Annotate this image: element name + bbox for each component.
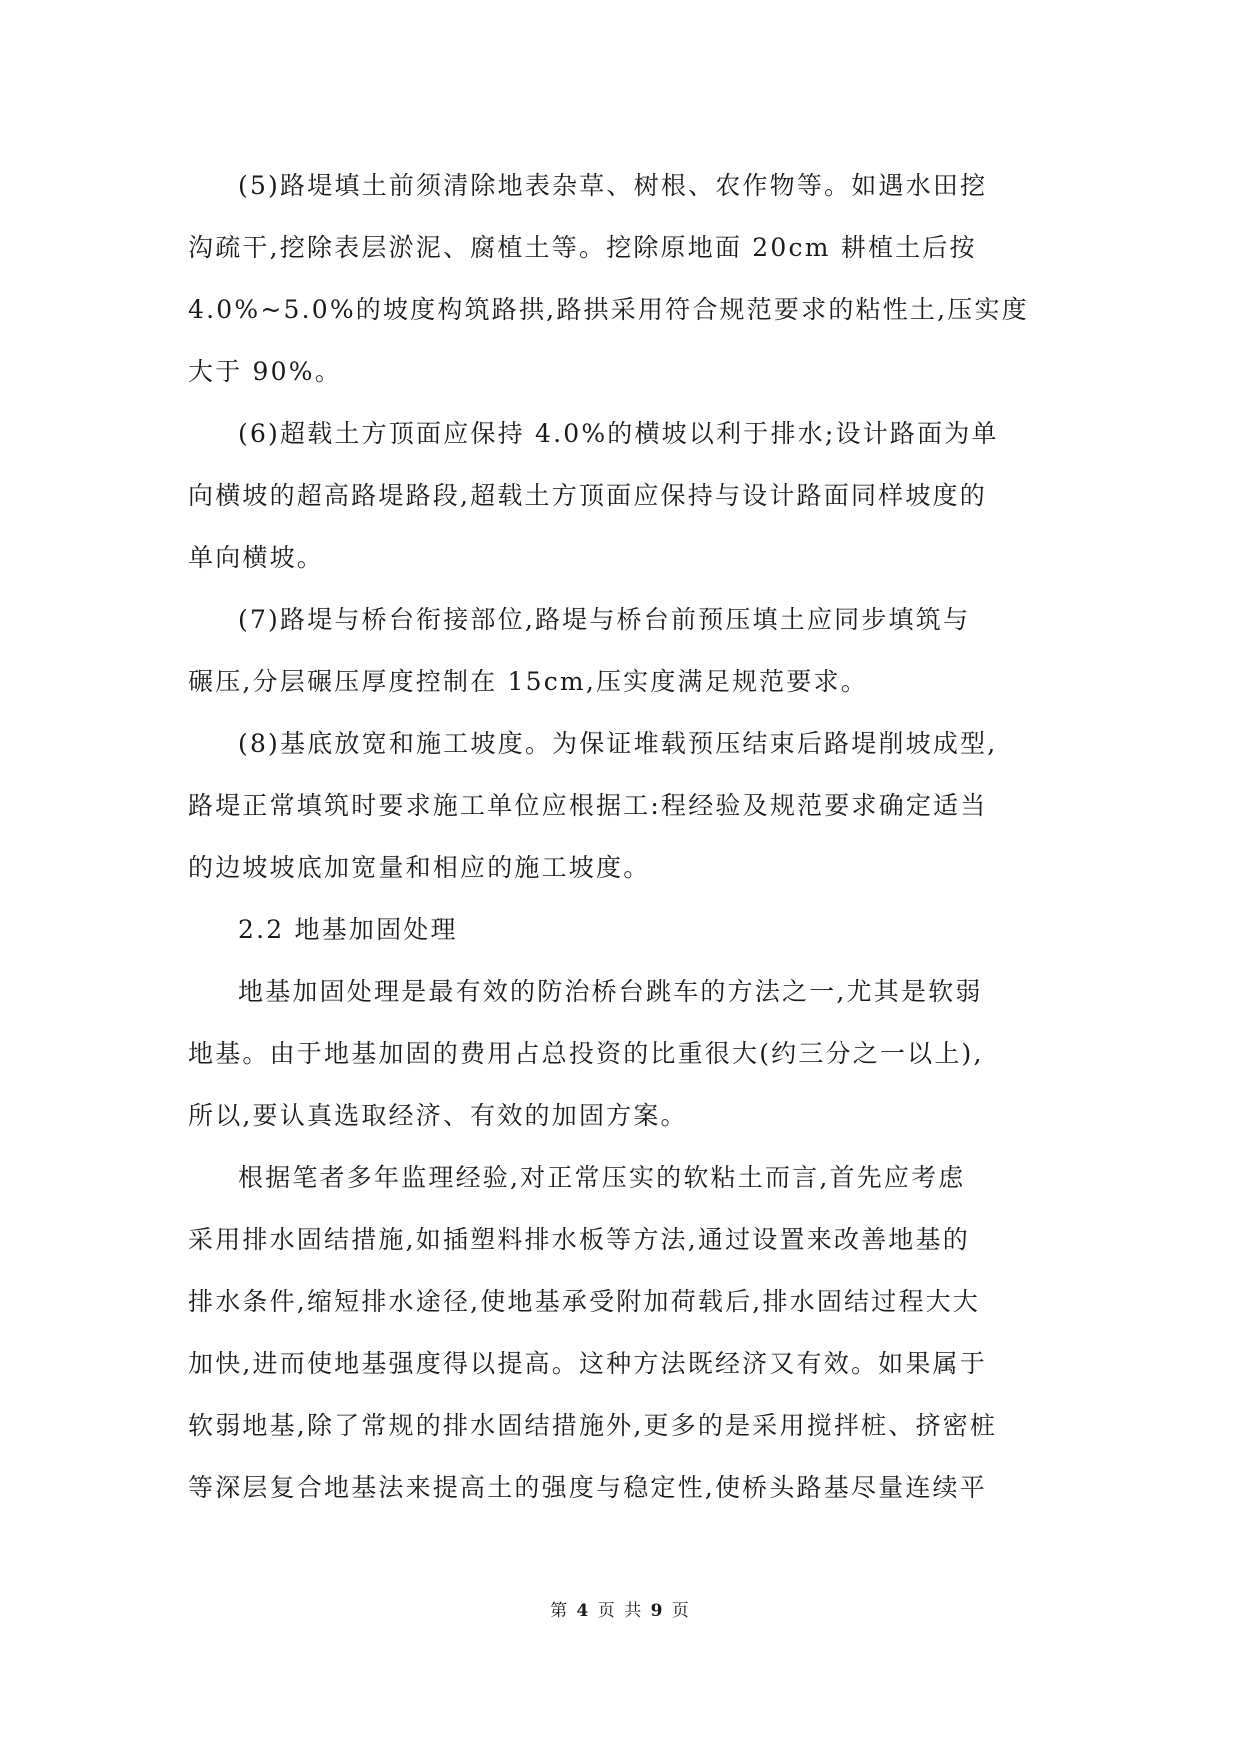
paragraph-line: 根据笔者多年监理经验,对正常压实的软粘土而言,首先应考虑 — [238, 1163, 966, 1192]
paragraph-line: 沟疏干,挖除表层淤泥、腐植土等。挖除原地面 20cm 耕植土后按 — [188, 233, 977, 262]
paragraph-8 — [188, 713, 1068, 899]
footer-middle: 页 共 — [597, 1601, 644, 1621]
paragraph-line: 地基。由于地基加固的费用占总投资的比重很大(约三分之一以上), — [188, 1039, 984, 1068]
paragraph-7 — [188, 589, 1068, 713]
paragraph-line: 碾压,分层碾压厚度控制在 15cm,压实度满足规范要求。 — [188, 667, 868, 696]
document-body — [188, 155, 1068, 1519]
footer-current-page: 4 — [576, 1601, 591, 1621]
paragraph-foundation-experience — [188, 1147, 1068, 1519]
paragraph-line: 所以,要认真选取经济、有效的加固方案。 — [188, 1101, 688, 1130]
footer-total-pages: 9 — [650, 1601, 665, 1621]
paragraph-line: 大于 90%。 — [188, 357, 342, 386]
paragraph-line: 4.0%~5.0%的坡度构筑路拱,路拱采用符合规范要求的粘性土,压实度 — [188, 295, 1029, 324]
paragraph-line: 向横坡的超高路堤路段,超载土方顶面应保持与设计路面同样坡度的 — [188, 481, 987, 510]
paragraph-line: 加快,进而使地基强度得以提高。这种方法既经济又有效。如果属于 — [188, 1349, 987, 1378]
paragraph-5 — [188, 155, 1068, 403]
paragraph-line: 排水条件,缩短排水途径,使地基承受附加荷载后,排水固结过程大大 — [188, 1287, 981, 1316]
paragraph-line: 单向横坡。 — [188, 543, 325, 572]
paragraph-line: 软弱地基,除了常规的排水固结措施外,更多的是采用搅拌桩、挤密桩 — [188, 1411, 998, 1440]
paragraph-line: 地基加固处理是最有效的防治桥台跳车的方法之一,尤其是软弱 — [238, 977, 983, 1006]
paragraph-6 — [188, 403, 1068, 589]
footer-prefix: 第 — [550, 1601, 570, 1621]
footer-suffix: 页 — [671, 1601, 691, 1621]
paragraph-line: 采用排水固结措施,如插塑料排水板等方法,通过设置来改善地基的 — [188, 1225, 970, 1254]
page-footer — [0, 1596, 1241, 1621]
paragraph-line: (7)路堤与桥台衔接部位,路堤与桥台前预压填土应同步填筑与 — [238, 605, 971, 634]
paragraph-line: 的边坡坡底加宽量和相应的施工坡度。 — [188, 853, 651, 882]
paragraph-line: (8)基底放宽和施工坡度。为保证堆载预压结束后路堤削坡成型, — [238, 729, 998, 758]
paragraph-line: 等深层复合地基法来提高土的强度与稳定性,使桥头路基尽量连续平 — [188, 1473, 987, 1502]
paragraph-line: (6)超载土方顶面应保持 4.0%的横坡以利于排水;设计路面为单 — [238, 419, 999, 448]
paragraph-line: (5)路堤填土前须清除地表杂草、树根、农作物等。如遇水田挖 — [238, 171, 988, 200]
section-heading: 2.2 地基加固处理 — [238, 915, 458, 944]
paragraph-line: 路堤正常填筑时要求施工单位应根据工:程经验及规范要求确定适当 — [188, 791, 988, 820]
paragraph-foundation-intro — [188, 961, 1068, 1147]
